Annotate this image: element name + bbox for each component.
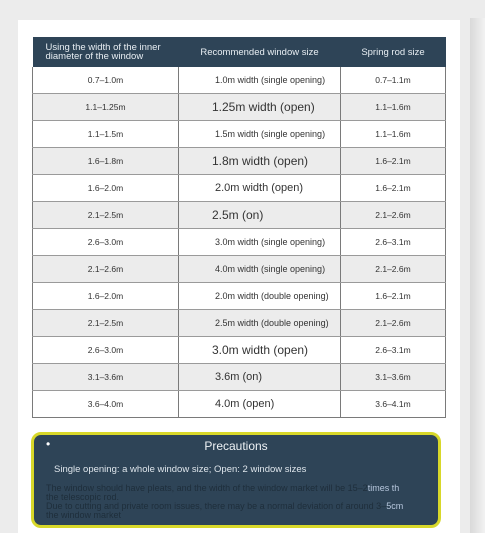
inner-diameter-cell: 2.6–3.0m <box>33 337 179 364</box>
table-row <box>33 337 446 364</box>
header-recommended-size: Recommended window size <box>179 37 341 67</box>
note-3-overflow: 5cm <box>386 501 404 511</box>
recommended-size-cell: 1.5m width (single opening) <box>179 121 341 148</box>
table-row <box>33 148 446 175</box>
recommended-size-cell: 2.0m width (open) <box>179 175 341 202</box>
table-row <box>33 364 446 391</box>
page-edge-shadow <box>470 18 485 533</box>
note-2-wrap: the telescopic rod. <box>46 492 120 502</box>
table-row <box>33 121 446 148</box>
header-inner-diameter: Using the width of the inner diameter of the window <box>33 37 179 67</box>
recommended-size-cell: 1.8m width (open) <box>179 148 341 175</box>
inner-diameter-cell: 1.6–2.0m <box>33 283 179 310</box>
note-2-overflow: times th <box>367 483 400 493</box>
precaution-note-1: Single opening: a whole window size; Open: 2 window sizes <box>54 464 307 475</box>
note-2-text: The window should have pleats, and the width of the window market will be 15–2 <box>46 483 368 493</box>
inner-diameter-cell: 1.6–2.0m <box>33 175 179 202</box>
note-3-wrap: the window market <box>46 510 122 520</box>
table-row <box>33 283 446 310</box>
table-row <box>33 256 446 283</box>
inner-diameter-cell: 3.1–3.6m <box>33 364 179 391</box>
inner-diameter-cell: 2.1–2.5m <box>33 202 179 229</box>
recommended-size-cell: 2.5m width (double opening) <box>179 310 341 337</box>
rod-size-cell: 1.6–2.1m <box>341 283 446 310</box>
rod-size-cell: 0.7–1.1m <box>341 67 446 94</box>
bullet-dot: • <box>46 437 51 451</box>
recommended-size-cell: 1.0m width (single opening) <box>179 67 341 94</box>
rod-size-cell: 2.6–3.1m <box>341 229 446 256</box>
rod-size-cell: 1.6–2.1m <box>341 175 446 202</box>
note-3-text: Due to cutting and private room issues, there may be a normal deviation of around 3– <box>46 501 387 511</box>
rod-size-cell: 1.1–1.6m <box>341 94 446 121</box>
precaution-note-2 <box>46 484 399 502</box>
header-spring-rod-size: Spring rod size <box>341 37 446 67</box>
table-row <box>33 391 446 418</box>
table-header-row <box>33 37 446 67</box>
recommended-size-cell: 3.6m (on) <box>179 364 341 391</box>
rod-size-cell: 2.1–2.6m <box>341 256 446 283</box>
inner-diameter-cell: 1.6–1.8m <box>33 148 179 175</box>
recommended-size-cell: 2.0m width (double opening) <box>179 283 341 310</box>
recommended-size-cell: 4.0m width (single opening) <box>179 256 341 283</box>
table-row <box>33 175 446 202</box>
inner-diameter-cell: 1.1–1.25m <box>33 94 179 121</box>
inner-diameter-cell: 2.6–3.0m <box>33 229 179 256</box>
rod-size-cell: 2.1–2.6m <box>341 202 446 229</box>
table-row <box>33 67 446 94</box>
rod-size-cell: 1.6–2.1m <box>341 148 446 175</box>
table-row <box>33 94 446 121</box>
recommended-size-cell: 1.25m width (open) <box>179 94 341 121</box>
precaution-note-3 <box>46 502 403 520</box>
rod-size-cell: 3.1–3.6m <box>341 364 446 391</box>
inner-diameter-cell: 2.1–2.6m <box>33 256 179 283</box>
size-table <box>32 37 446 418</box>
recommended-size-cell: 3.0m width (single opening) <box>179 229 341 256</box>
rod-size-cell: 1.1–1.6m <box>341 121 446 148</box>
table-row <box>33 202 446 229</box>
table-row <box>33 310 446 337</box>
recommended-size-cell: 4.0m (open) <box>179 391 341 418</box>
table-row <box>33 229 446 256</box>
rod-size-cell: 2.1–2.6m <box>341 310 446 337</box>
recommended-size-cell: 3.0m width (open) <box>179 337 341 364</box>
inner-diameter-cell: 2.1–2.5m <box>33 310 179 337</box>
recommended-size-cell: 2.5m (on) <box>179 202 341 229</box>
rod-size-cell: 2.6–3.1m <box>341 337 446 364</box>
precautions-title: Precautions <box>204 439 268 453</box>
rod-size-cell: 3.6–4.1m <box>341 391 446 418</box>
inner-diameter-cell: 1.1–1.5m <box>33 121 179 148</box>
inner-diameter-cell: 0.7–1.0m <box>33 67 179 94</box>
inner-diameter-cell: 3.6–4.0m <box>33 391 179 418</box>
